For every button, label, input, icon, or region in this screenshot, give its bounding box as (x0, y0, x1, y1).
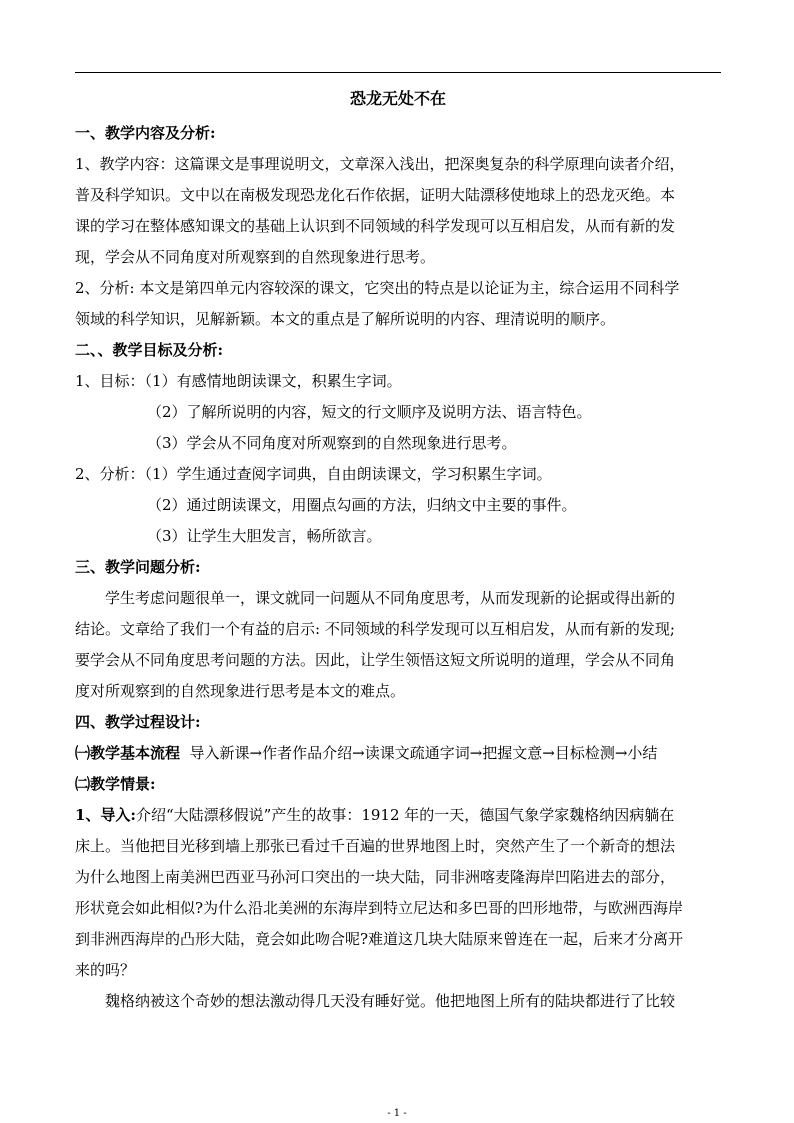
intro-line-1 (75, 800, 725, 831)
goal-2: （2）了解所说明的内容，短文的行文顺序及说明方法、语言特色。 (147, 403, 592, 421)
s3-line-3: 要学会从不同角度思考问题的方法。因此，让学生领悟这短文所说明的道理，学会从不同角 (75, 651, 676, 669)
section-1-heading: 一、教学内容及分析: (75, 124, 216, 142)
s1-p1-line-4: 现，学会从不同角度对所观察到的自然现象进行思考。 (75, 248, 436, 266)
intro-line-3: 为什么地图上南美洲巴西亚马孙河口突出的一块大陆，同非洲喀麦隆海岸凹陷进去的部分， (75, 868, 676, 886)
header-rule (75, 72, 721, 73)
s1-p1-line-3: 课的学习在整体感知课文的基础上认识到不同领域的科学发现可以互相启发，从而有新的发 (75, 217, 676, 235)
s3-line-2: 结论。文章给了我们一个有益的启示: 不同领域的科学发现可以互相启发，从而有新的发现; (75, 620, 675, 638)
s3-line-1: 学生考虑问题很单一，课文就同一问题从不同角度思考，从而发现新的论据或得出新的 (105, 589, 676, 607)
document-body (75, 118, 725, 1017)
intro-text-1: 介绍“大陆漂移假说”产生的故事：1912 年的一天，德国气象学家魏格纳因病躺在 (135, 806, 675, 824)
intro-line-5: 到非洲西海岸的凸形大陆，竟会如此吻合呢?难道这几块大陆原来曾连在一起，后来才分离开 (75, 930, 684, 948)
page-number: - 1 - (387, 1108, 407, 1119)
s1-p1-line-2: 普及科学知识。文中以在南极发现恐龙化石作依据，证明大陆漂移使地球上的恐龙灭绝。本 (75, 186, 676, 204)
situation-heading: ㈡教学情景: (75, 775, 156, 793)
flow-line (75, 738, 725, 769)
document-title: 恐龙无处不在 (349, 89, 446, 108)
s1-p2-line-1: 2、分析: 本文是第四单元内容较深的课文，它突出的特点是以论证为主，综合运用不同科学 (75, 279, 680, 297)
last-line: 魏格纳被这个奇妙的想法激动得几天没有睡好觉。他把地图上所有的陆块都进行了比较 (105, 992, 676, 1010)
s3-line-4: 度对所观察到的自然现象进行思考是本文的难点。 (75, 682, 406, 700)
flow-text: 导入新课→作者作品介绍→读课文疏通字词→把握文意→目标检测→小结 (180, 744, 658, 762)
section-2-heading: 二、、教学目标及分析: (75, 341, 224, 359)
goal-3: （3）学会从不同角度对所观察到的自然现象进行思考。 (147, 434, 517, 452)
s1-p1-line-1: 1、教学内容：这篇课文是事理说明文，文章深入浅出，把深奥复杂的科学原理向读者介绍， (75, 155, 685, 173)
intro-label: 1、导入: (75, 806, 136, 824)
goal-1: 1、目标：（1）有感情地朗读课文，积累生字词。 (75, 372, 402, 390)
analysis-2: （2）通过朗读课文，用圈点勾画的方法，归纳文中主要的事件。 (147, 496, 577, 514)
section-4-heading: 四、教学过程设计: (75, 713, 201, 731)
section-3-heading: 三、教学问题分析: (75, 558, 201, 576)
analysis-1: 2、分析：（1）学生通过查阅字词典，自由朗读课文，学习积累生字词。 (75, 465, 552, 483)
intro-line-2: 床上。当他把目光移到墙上那张已看过千百遍的世界地图上时，突然产生了一个新奇的想法 (75, 837, 676, 855)
s1-p2-line-2: 领域的科学知识，见解新颖。本文的重点是了解所说明的内容、理清说明的顺序。 (75, 310, 616, 328)
analysis-3: （3）让学生大胆发言，畅所欲言。 (147, 527, 382, 545)
flow-label: ㈠教学基本流程 (75, 744, 181, 762)
intro-line-4: 形状竟会如此相似?为什么沿北美洲的东海岸到特立尼达和多巴哥的凹形地带，与欧洲西海岸 (75, 899, 684, 917)
intro-line-6: 来的吗？ (75, 961, 136, 979)
